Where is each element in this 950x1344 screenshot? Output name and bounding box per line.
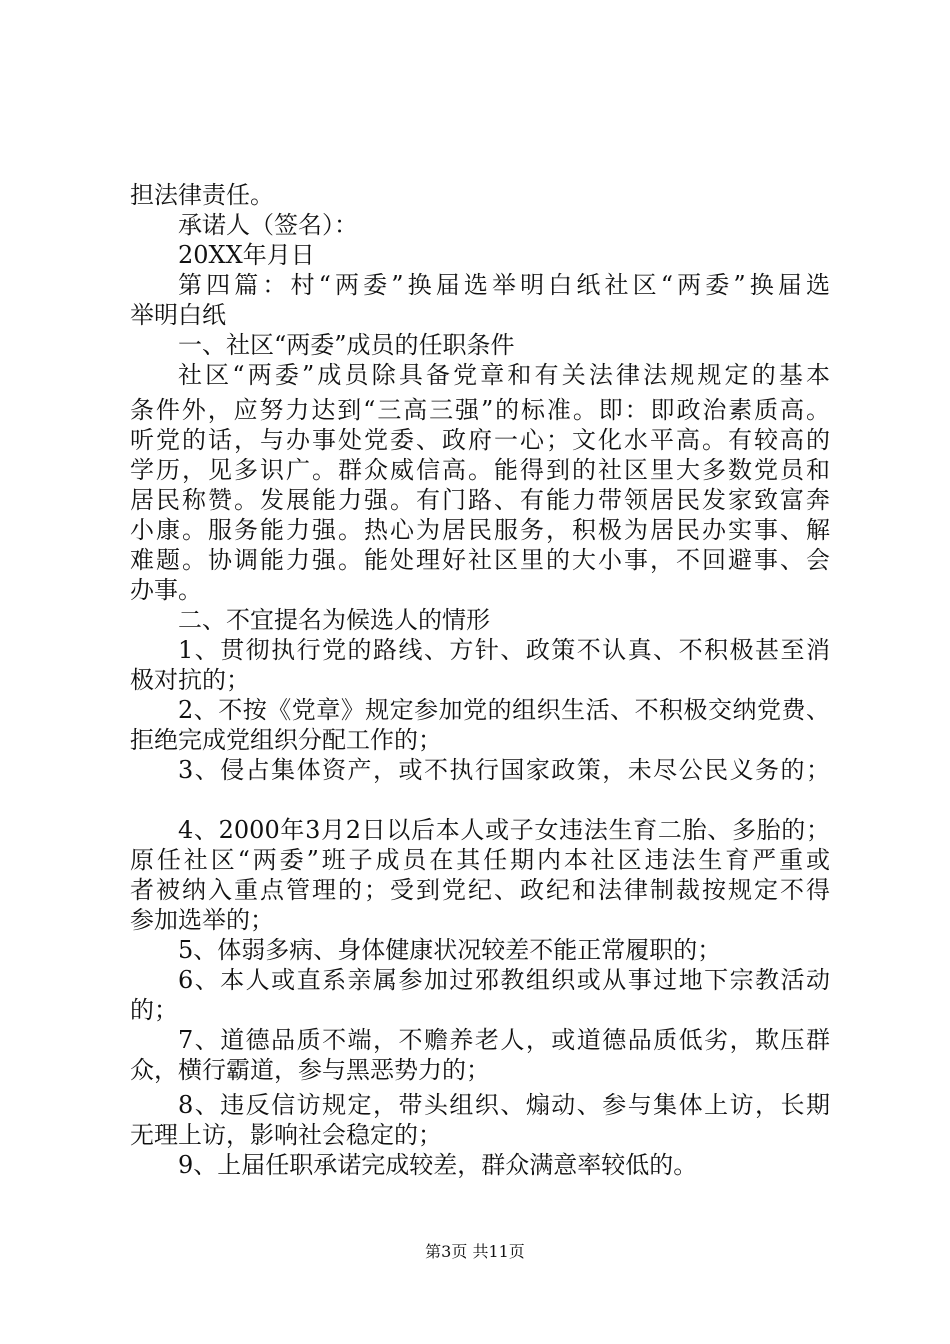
text-line: 参加选举的； xyxy=(130,906,274,934)
text-line: 居民称赞。发展能力强。有门路、有能力带领居民发家致富奔 xyxy=(130,486,830,514)
text-line: 担法律责任。 xyxy=(130,181,274,209)
text-line: 1、贯彻执行党的路线、方针、政策不认真、不积极甚至消 xyxy=(178,636,830,664)
text-line: 小康。服务能力强。热心为居民服务，积极为居民办实事、解 xyxy=(130,516,830,544)
text-line: 极对抗的； xyxy=(130,666,250,694)
text-line: 的； xyxy=(130,996,178,1024)
text-line: 2、不按《党章》规定参加党的组织生活、不积极交纳党费、 xyxy=(178,696,830,724)
text-line: 5、体弱多病、身体健康状况较差不能正常履职的； xyxy=(178,936,722,964)
text-line: 难题。协调能力强。能处理好社区里的大小事，不回避事、会 xyxy=(130,546,830,574)
section-heading: 第四篇：村“两委”换届选举明白纸社区“两委”换届选 xyxy=(178,271,830,299)
text-line: 7、道德品质不端，不赡养老人，或道德品质低劣，欺压群 xyxy=(178,1026,830,1054)
subheading: 二、不宜提名为候选人的情形 xyxy=(178,606,490,634)
text-line: 9、上届任职承诺完成较差，群众满意率较低的。 xyxy=(178,1151,698,1179)
text-line: 无理上访，影响社会稳定的； xyxy=(130,1121,442,1149)
text-line: 听党的话，与办事处党委、政府一心；文化水平高。有较高的 xyxy=(130,426,830,454)
text-line: 者被纳入重点管理的；受到党纪、政纪和法律制裁按规定不得 xyxy=(130,876,830,904)
text-line: 承诺人（签名）： xyxy=(178,211,358,239)
text-line: 学历，见多识广。群众威信高。能得到的社区里大多数党员和 xyxy=(130,456,830,484)
section-heading: 举明白纸 xyxy=(130,301,226,329)
text-line: 社区“两委”成员除具备党章和有关法律法规规定的基本 xyxy=(178,361,830,389)
text-line: 办事。 xyxy=(130,576,202,604)
text-line: 众，横行霸道，参与黑恶势力的； xyxy=(130,1056,490,1084)
page-number-footer: 第3页 共11页 xyxy=(425,1242,525,1261)
subheading: 一、社区“两委”成员的任职条件 xyxy=(178,331,515,359)
text-line: 8、违反信访规定，带头组织、煽动、参与集体上访，长期 xyxy=(178,1091,830,1119)
text-line: 6、本人或直系亲属参加过邪教组织或从事过地下宗教活动 xyxy=(178,966,830,994)
text-line: 4、2000年3月2日以后本人或子女违法生育二胎、多胎的； xyxy=(178,816,830,844)
text-line: 条件外，应努力达到“三高三强”的标准。即：即政治素质高。 xyxy=(130,396,830,424)
text-line: 3、侵占集体资产，或不执行国家政策，未尽公民义务的； xyxy=(178,756,830,784)
text-line: 20XX年月日 xyxy=(178,241,315,269)
text-line: 拒绝完成党组织分配工作的； xyxy=(130,726,442,754)
text-line: 原任社区“两委”班子成员在其任期内本社区违法生育严重或 xyxy=(130,846,830,874)
